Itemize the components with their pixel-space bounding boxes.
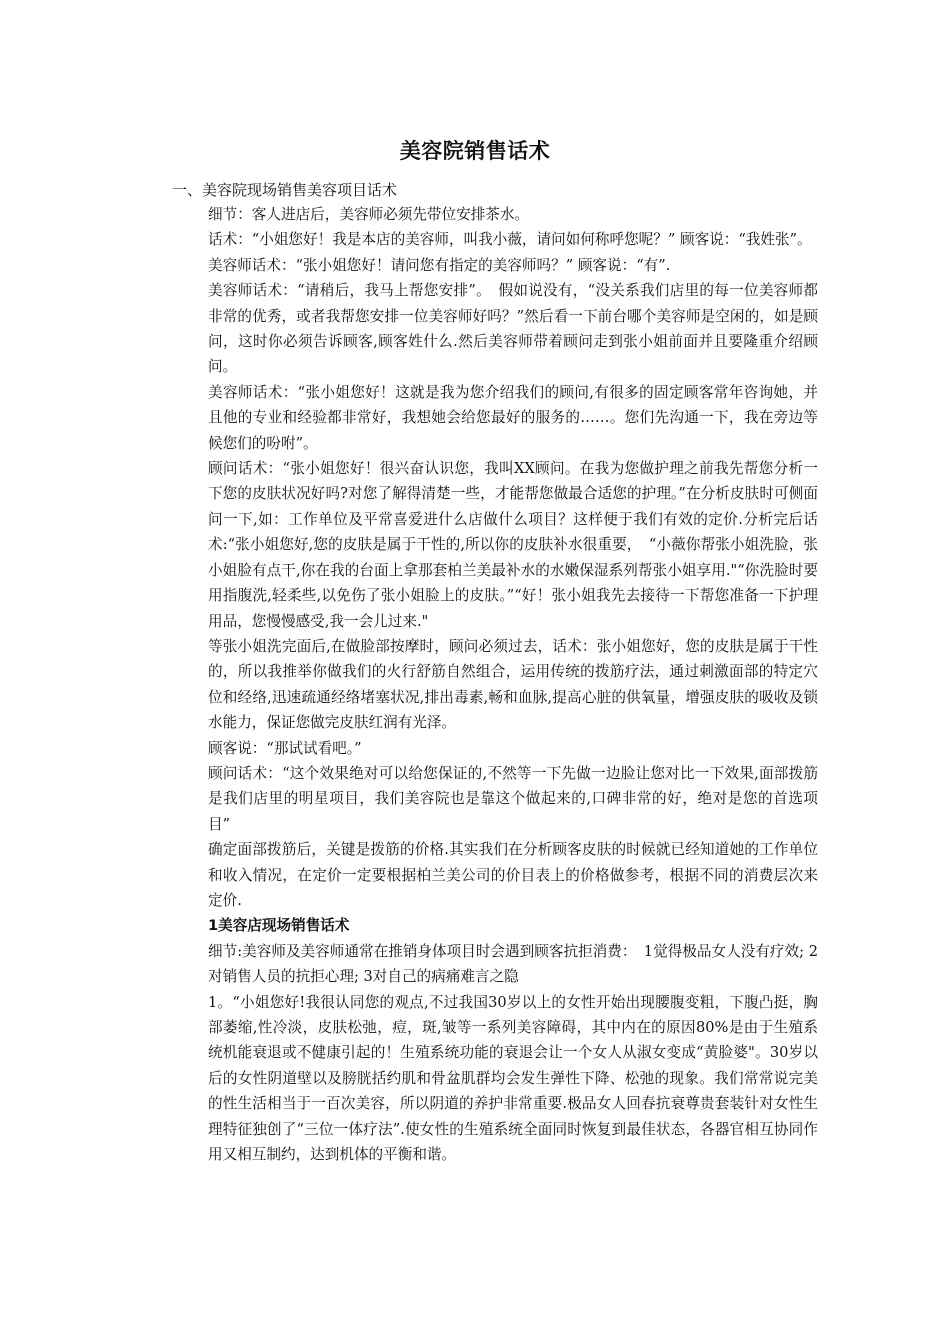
document-title: 美容院销售话术 [399,138,551,163]
paragraph: 美容师话术：“请稍后，我马上帮您安排”。 假如说没有，“没关系我们店里的每一位美容师都非常的优秀，或者我帮您安排一位美容师好吗？”然后看一下前台哪个美容师是空闲的，如是顾问，这时你必须告诉顾客,顾客姓什么.然后美容师带着顾问走到张小姐前面并且要隆重介绍顾问。 [208,282,818,376]
document-body [208,202,818,1167]
paragraph: 1。“小姐您好!我很认同您的观点,不过我国30岁以上的女性开始出现腰腹变粗，下腹凸挺，胸部萎缩,性冷淡，皮肤松弛，痘，斑,皱等一系列美容障碍，其中内在的原因80%是由于生殖系统机能衰退或不健康引起的！生殖系统功能的衰退会让一个女人从淑女变成“黄脸婆"。30岁以后的女性阴道壁以及膀胱括约肌和骨盆肌群均会发生弹性下降、松弛的现象。我们常常说完美的性生活相当于一百次美容，所以阴道的养护非常重要.极品女人回春抗衰尊贵套装针对女性生理特征独创了“三位一体疗法”.使女性的生殖系统全面同时恢复到最佳状态，各器官相互协同作用又相互制约，达到机体的平衡和谐。 [208,993,818,1164]
paragraph: 话术：“小姐您好！我是本店的美容师，叫我小薇，请问如何称呼您呢？” 顾客说：“我姓张”。 [208,231,812,249]
paragraph: 细节:美容师及美容师通常在推销身体项目时会遇到顾客抗拒消费： 1觉得极品女人没有疗效; 2对销售人员的抗拒心理; 3对自己的病痛难言之隐 [208,942,818,986]
paragraph: 顾问话术：“这个效果绝对可以给您保证的,不然等一下先做一边脸让您对比一下效果,面部拨筋是我们店里的明星项目，我们美容院也是靠这个做起来的,口碑非常的好，绝对是您的首选项目” [208,764,818,833]
section-heading: 一、美容院现场销售美容项目话术 [172,181,398,199]
paragraph: 顾问话术：“张小姐您好！很兴奋认识您，我叫XX顾问。在我为您做护理之前我先帮您分析一下您的皮肤状况好吗?对您了解得清楚一些，才能帮您做最合适您的护理。”在分析皮肤时可侧面问一下,如：工作单位及平常喜爱进什么店做什么项目？这样便于我们有效的定价.分析完后话术:“张小姐您好,您的皮肤是属于干性的,所以你的皮肤补水很重要， “小薇你帮张小姐洗脸，张小姐脸有点干,你在我的台面上拿那套柏兰美最补水的水嫩保湿系列帮张小姐享用."“你洗脸时要用指腹洗,轻柔些,以免伤了张小姐脸上的皮肤。”“好！张小姐我先去接待一下帮您准备一下护理用品，您慢慢感受,我一会儿过来." [208,460,818,630]
paragraph: 美容师话术：“张小姐您好！请问您有指定的美容师吗？” 顾客说：“有”. [208,256,671,274]
paragraph: 确定面部拨筋后，关键是拨筋的价格.其实我们在分析顾客皮肤的时候就已经知道她的工作单位和收入情况，在定价一定要根据柏兰美公司的价目表上的价格做参考，根据不同的消费层次来定价. [208,841,818,909]
paragraph: 美容师话术：“张小姐您好！这就是我为您介绍我们的顾问,有很多的固定顾客常年咨询她，并且他的专业和经验都非常好，我想她会给您最好的服务的……。您们先沟通一下，我在旁边等候您们的吩咐”。 [208,383,818,452]
paragraph: 细节：客人进店后，美容师必须先带位安排茶水。 [208,206,530,223]
subsection-heading: 1美容店现场销售话术 [208,917,350,935]
paragraph: 等张小姐洗完面后,在做脸部按摩时，顾问必须过去，话术：张小姐您好，您的皮肤是属于干性的，所以我推举你做我们的火行舒筋自然组合，运用传统的拨筋疗法，通过刺激面部的特定穴位和经络,迅速疏通经络堵塞状况,排出毒素,畅和血脉,提高心脏的供氧量，增强皮肤的吸收及锁水能力，保证您做完皮肤红润有光泽。 [208,637,818,732]
paragraph: 顾客说：“那试试看吧。” [208,739,362,757]
